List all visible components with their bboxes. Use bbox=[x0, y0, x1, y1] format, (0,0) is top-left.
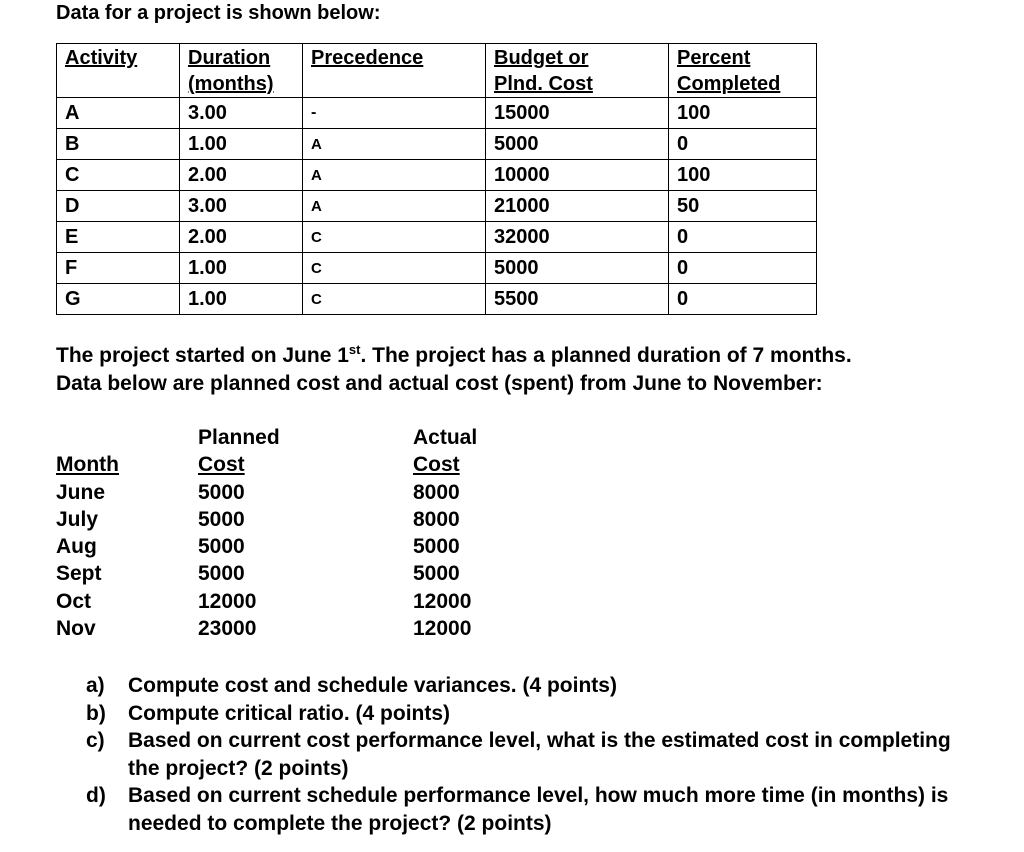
question-text: Compute cost and schedule variances. (4 points) bbox=[128, 674, 617, 697]
cell-activity: B bbox=[57, 129, 180, 160]
intro-text: Data for a project is shown below: bbox=[56, 2, 381, 24]
question-marker: c) bbox=[86, 729, 105, 752]
month-header-top bbox=[56, 424, 119, 451]
header-percent: Percent Completed bbox=[669, 44, 817, 98]
actual-header: Cost bbox=[413, 453, 460, 477]
list-item: Nov bbox=[56, 617, 96, 641]
project-description bbox=[56, 342, 852, 398]
cell-precedence: A bbox=[303, 160, 486, 191]
header-activity: Activity bbox=[57, 44, 180, 98]
cell-percent: 100 bbox=[669, 98, 817, 129]
cell-duration: 1.00 bbox=[180, 253, 303, 284]
list-item: 8000 bbox=[413, 480, 460, 504]
cell-precedence: C bbox=[303, 222, 486, 253]
cell-precedence: C bbox=[303, 284, 486, 315]
cell-activity: F bbox=[57, 253, 180, 284]
planned-cost-column bbox=[198, 424, 280, 642]
cell-precedence: C bbox=[303, 253, 486, 284]
header-budget: Budget or Plnd. Cost bbox=[486, 44, 669, 98]
planned-header-top: Planned bbox=[198, 426, 280, 449]
cell-activity: A bbox=[57, 98, 180, 129]
list-item: 5000 bbox=[198, 507, 245, 531]
cell-budget: 5000 bbox=[486, 129, 669, 160]
cell-budget: 21000 bbox=[486, 191, 669, 222]
question-text: Based on current cost performance level, what is the estimated cost in completing the project? (2 points) bbox=[128, 729, 951, 780]
list-item: 12000 bbox=[413, 617, 472, 641]
table-row bbox=[57, 129, 817, 160]
description-line-2: Data below are planned cost and actual cost (spent) from June to November: bbox=[56, 372, 823, 395]
actual-header-top: Actual bbox=[413, 426, 478, 449]
table-row bbox=[57, 160, 817, 191]
list-item: Aug bbox=[56, 535, 97, 559]
cell-duration: 2.00 bbox=[180, 222, 303, 253]
table-row bbox=[57, 191, 817, 222]
cell-budget: 15000 bbox=[486, 98, 669, 129]
question-item bbox=[86, 672, 956, 700]
list-item: 12000 bbox=[198, 589, 257, 613]
cell-activity: C bbox=[57, 160, 180, 191]
cell-duration: 3.00 bbox=[180, 98, 303, 129]
cell-precedence: A bbox=[303, 191, 486, 222]
cell-percent: 0 bbox=[669, 222, 817, 253]
cell-percent: 100 bbox=[669, 160, 817, 191]
question-text: Compute critical ratio. (4 points) bbox=[128, 701, 451, 725]
cell-percent: 0 bbox=[669, 129, 817, 160]
list-item: June bbox=[56, 480, 106, 504]
table-row bbox=[57, 222, 817, 253]
question-list bbox=[86, 672, 956, 837]
header-duration: Duration (months) bbox=[180, 44, 303, 98]
list-item: July bbox=[56, 507, 99, 531]
cell-activity: G bbox=[57, 284, 180, 315]
activity-table-header-row bbox=[57, 44, 817, 98]
cell-duration: 1.00 bbox=[180, 129, 303, 160]
table-row bbox=[57, 98, 817, 129]
question-item bbox=[86, 700, 956, 728]
list-item: 5000 bbox=[198, 535, 245, 559]
cell-percent: 0 bbox=[669, 284, 817, 315]
question-text: Based on current schedule performance level, how much more time (in months) is needed to complete the project? (2 points) bbox=[128, 784, 949, 835]
list-item: 5000 bbox=[198, 562, 245, 586]
cell-percent: 50 bbox=[669, 191, 817, 222]
planned-header: Cost bbox=[198, 453, 245, 477]
list-item: 5000 bbox=[198, 480, 245, 504]
table-row bbox=[57, 284, 817, 315]
cell-duration: 2.00 bbox=[180, 160, 303, 191]
cell-duration: 1.00 bbox=[180, 284, 303, 315]
cell-activity: E bbox=[57, 222, 180, 253]
list-item: Oct bbox=[56, 589, 92, 613]
list-item: 23000 bbox=[198, 617, 257, 641]
month-column bbox=[56, 424, 119, 642]
question-marker: a) bbox=[86, 674, 105, 697]
cell-precedence: A bbox=[303, 129, 486, 160]
description-line-1: The project started on June 1st. The project has a planned duration of 7 months. bbox=[56, 342, 852, 367]
question-item bbox=[86, 727, 956, 782]
cell-budget: 10000 bbox=[486, 160, 669, 191]
table-row bbox=[57, 253, 817, 284]
cell-duration: 3.00 bbox=[180, 191, 303, 222]
list-item: 8000 bbox=[413, 507, 460, 531]
cell-percent: 0 bbox=[669, 253, 817, 284]
cell-budget: 5000 bbox=[486, 253, 669, 284]
header-precedence: Precedence bbox=[303, 44, 486, 98]
actual-cost-column bbox=[413, 424, 477, 642]
cell-budget: 32000 bbox=[486, 222, 669, 253]
month-header: Month bbox=[56, 453, 119, 477]
question-marker: d) bbox=[86, 784, 106, 807]
cell-budget: 5500 bbox=[486, 284, 669, 315]
list-item: 5000 bbox=[413, 562, 460, 586]
list-item: Sept bbox=[56, 562, 102, 586]
activity-table bbox=[56, 43, 817, 315]
question-item bbox=[86, 782, 956, 837]
list-item: 12000 bbox=[413, 589, 472, 613]
list-item: 5000 bbox=[413, 535, 460, 559]
question-marker: b) bbox=[86, 701, 106, 725]
cell-precedence: - bbox=[303, 98, 486, 129]
cell-activity: D bbox=[57, 191, 180, 222]
